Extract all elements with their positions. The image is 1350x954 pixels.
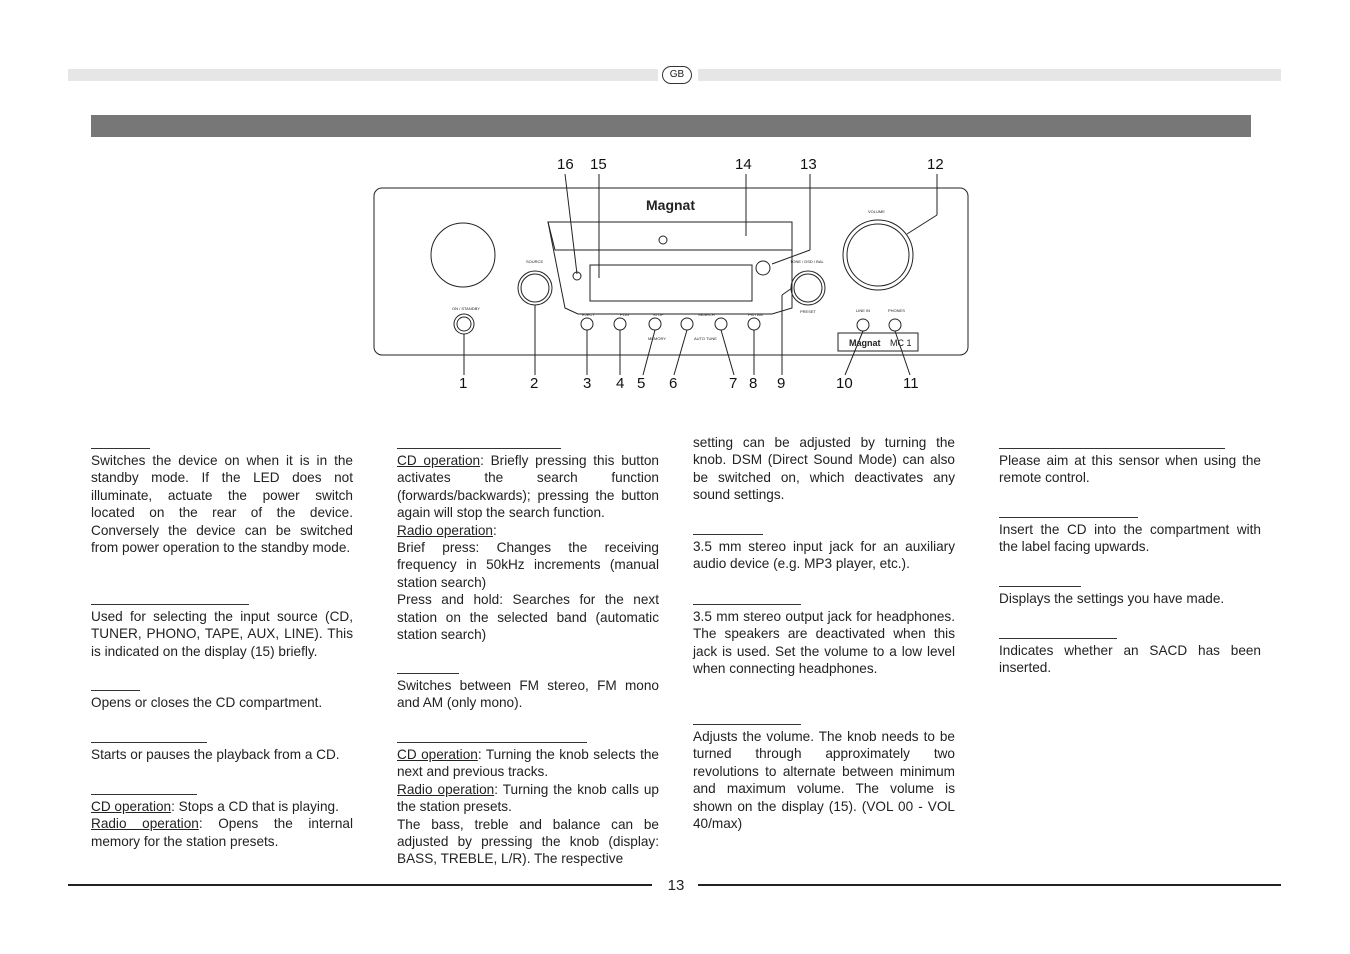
callout-9: 9 [777,375,786,392]
item-13-text: Please aim at this sensor when using the remote control. [999,453,1261,486]
cd-tray-bezel [548,222,792,314]
front-panel-drawing [360,150,990,400]
callout-15: 15 [590,156,607,173]
item-14-heading-rule [999,517,1138,518]
line-in-label: LINE IN [856,308,871,313]
search-forward-button [715,318,727,330]
page-number: 13 [667,877,685,894]
item-11-block [693,604,955,678]
standby-label: ON / STANDBY [452,306,480,311]
callout-10: 10 [836,375,853,392]
item-4-block [91,742,353,763]
model-label: MC 1 [890,338,912,348]
item-4-heading-rule [91,742,207,743]
item-6-cd-text: CD operation: Briefly pressing this button activates the search function (forwards/backwards); pressing the button again will stop the search function. [397,453,659,521]
callout-5: 5 [637,375,646,392]
item-8-text: Switches between FM stereo, FM mono and AM (only mono). [397,678,659,711]
callout-6: 6 [669,375,678,392]
item-2-heading-rule [91,604,249,605]
fm-am-label: FM / AM [748,312,763,317]
search-back-button [681,318,693,330]
display-window [590,265,752,301]
item-6-hold-text: Press and hold: Searches for the next station on the selected band (automatic station search) [397,592,659,643]
item-4-text: Starts or pauses the playback from a CD. [91,747,340,762]
item-8-heading-rule [397,673,459,674]
source-knob [518,271,552,305]
item-12-block [693,724,955,832]
cd-slot [548,222,792,250]
callout-11: 11 [903,375,919,392]
item-11-heading-rule [693,604,801,605]
callout-1: 1 [459,375,468,392]
play-button [614,318,626,330]
callout-16: 16 [557,156,574,173]
item-10-text: 3.5 mm stereo input jack for an auxiliary audio device (e.g. MP3 player, etc.). [693,539,955,572]
header-rule-left [68,69,658,81]
brand-logo-text: Magnat [646,197,695,213]
item-6-heading-rule [397,448,561,449]
item-9-cd-text: CD operation: Turning the knob selects the next and previous tracks. [397,747,659,780]
stop-button [649,318,661,330]
item-14-text: Insert the CD into the compartment with the label facing upwards. [999,522,1261,555]
volume-label: VOLUME [868,209,885,214]
cd-operation-label: CD operation [397,453,481,468]
callout-4: 4 [616,375,625,392]
item-15-heading-rule [999,586,1081,587]
item-9-continued-text: setting can be adjusted by turning the knob. DSM (Direct Sound Mode) can also be switched on, which deactivates any sound settings. [693,435,955,503]
eject-label: EJECT [582,312,595,317]
line-in-jack [857,319,869,331]
item-15-block [999,586,1261,607]
auto-tune-label: AUTO TUNE [694,336,717,341]
item-1-block [91,448,353,556]
item-3-block [91,690,353,711]
phones-label: PHONES [888,308,905,313]
preset-label: PRESET [800,309,817,314]
language-badge: GB [662,66,692,84]
callout-3: 3 [583,375,592,392]
item-8-block [397,673,659,712]
front-panel-diagram [360,150,990,400]
item-9-block [397,742,659,868]
cd-operation-label: CD operation [397,747,478,762]
callout-13: 13 [800,156,817,173]
item-2-block [91,604,353,660]
tone-knob [791,271,825,305]
section-title-bar [91,115,1251,137]
item-5-block [91,794,353,850]
item-3-heading-rule [91,690,140,691]
header-rule-right [698,69,1281,81]
eject-button [581,318,593,330]
callout-2: 2 [530,375,539,392]
callout-12: 12 [927,156,944,173]
item-13-heading-rule [999,448,1225,449]
item-13-block [999,448,1261,487]
callout-8: 8 [749,375,758,392]
item-12-text: Adjusts the volume. The knob needs to be turned through approximately two revolutions to alternate between minimum and maximum volume. The volume is shown on the display (15). (VOL 00 - VOL 40/max) [693,729,955,832]
item-6-radio-heading: Radio operation: [397,522,497,538]
callout-7: 7 [729,375,738,392]
item-5-heading-rule [91,794,197,795]
sacd-logo [659,236,667,244]
footer-rule-right [698,884,1281,886]
stop-label: STOP [653,312,664,317]
phones-jack [889,319,901,331]
item-16-block [999,638,1261,677]
item-1-text: Switches the device on when it is in the standby mode. If the LED does not illuminate, actuate the power switch located on the rear of the device. Conversely the device can be switched from power operation to the standby mode. [91,453,353,556]
radio-operation-label: Radio operation [91,816,199,832]
item-9-heading-rule [397,742,587,743]
item-11-text: 3.5 mm stereo output jack for headphones. The speakers are deactivated when this jack is used. Set the volume to a low level when connecting headphones. [693,609,955,677]
item-10-heading-rule [693,534,763,535]
volume-knob [843,220,913,290]
item-9-radio-text: Radio operation: Turning the knob calls up the station presets. [397,781,659,815]
item-16-heading-rule [999,638,1117,639]
source-label: SOURCE [526,259,544,264]
item-10-block [693,534,955,573]
callout-14: 14 [735,156,752,173]
item-6-block [397,448,659,643]
item-2-text: Used for selecting the input source (CD, TUNER, PHONO, TAPE, AUX, LINE). This is indicated on the display (15) briefly. [91,609,353,659]
left-knob [431,223,495,287]
search-label: SEARCH [698,312,715,317]
radio-operation-label: Radio operation [397,522,493,538]
fm-am-button [748,318,760,330]
footer-rule-left [68,884,652,886]
item-16-text: Indicates whether an SACD has been inserted. [999,643,1261,676]
item-15-text: Displays the settings you have made. [999,591,1225,606]
cd-operation-label: CD operation [91,799,172,814]
item-1-heading-rule [91,448,150,449]
item-5-radio-text: Radio operation: Opens the internal memory for the station presets. [91,816,353,849]
item-14-block [999,517,1261,556]
item-3-text: Opens or closes the CD compartment. [91,695,323,710]
memory-label: MEMORY [648,336,666,341]
small-brand-logo: Magnat [849,338,881,348]
play-label: PLAY [620,312,630,317]
item-5-cd-text: CD operation: Stops a CD that is playing. [91,799,339,814]
item-12-heading-rule [693,724,801,725]
ir-sensor [756,261,770,275]
item-6-brief-text: Brief press: Changes the receiving frequency in 50kHz increments (manual station search) [397,540,659,590]
radio-operation-label: Radio operation [397,781,495,797]
tone-label: TONE / DSD / BAL [790,259,824,264]
item-9-continued-block [693,434,955,504]
item-9-tone-text: The bass, treble and balance can be adjusted by pressing the knob (display: BASS, TREBLE, L/R). The respective [397,816,659,867]
